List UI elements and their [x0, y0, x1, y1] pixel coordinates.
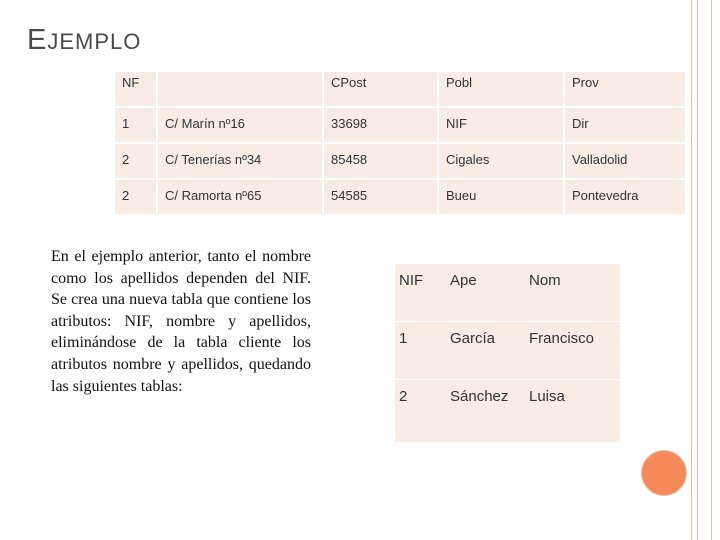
table-row	[395, 380, 620, 442]
table-cell: Pontevedra	[565, 180, 687, 216]
table-cell	[158, 72, 324, 108]
table-cell: 33698	[324, 108, 439, 144]
slide-title-rest: JEMPLO	[47, 29, 142, 54]
table-cell: Dir	[565, 108, 687, 144]
table-cell: García	[446, 322, 525, 380]
slide-title	[27, 24, 141, 57]
decorative-edge-line	[697, 0, 698, 540]
table-row	[115, 144, 687, 180]
table-cell: Ape	[446, 264, 525, 322]
person-table	[395, 264, 620, 442]
decorative-edge-line	[711, 0, 712, 540]
slide-title-initial: E	[27, 24, 48, 56]
table-cell: Luisa	[525, 380, 620, 442]
table-cell: C/ Marín nº16	[158, 108, 324, 144]
table-cell: Prov	[565, 72, 687, 108]
table-cell: 1	[115, 108, 158, 144]
table-cell: C/ Tenerías nº34	[158, 144, 324, 180]
table-cell: NIF	[439, 108, 565, 144]
table-cell: Pobl	[439, 72, 565, 108]
table-cell: Bueu	[439, 180, 565, 216]
table-cell: 54585	[324, 180, 439, 216]
explanation-paragraph: En el ejemplo anterior, tanto el nombre como los apellidos dependen del NIF. Se crea una nueva tabla que contiene los atributos: NIF, nombre y apellidos, eliminándose de la tabla cliente los atributos nombre y apellidos, quedando las siguientes tablas:	[51, 248, 311, 395]
table-row	[115, 108, 687, 144]
table-cell: Sánchez	[446, 380, 525, 442]
table-cell: 2	[395, 380, 446, 442]
table-cell: 2	[115, 144, 158, 180]
table-cell: 2	[115, 180, 158, 216]
table-row	[115, 72, 687, 108]
table-cell: NIF	[395, 264, 446, 322]
table-cell: Nom	[525, 264, 620, 322]
table-cell: C/ Ramorta nº65	[158, 180, 324, 216]
table-cell: 85458	[324, 144, 439, 180]
table-cell: CPost	[324, 72, 439, 108]
table-row	[115, 180, 687, 216]
table-cell: Francisco	[525, 322, 620, 380]
decorative-edge-line	[691, 0, 692, 540]
table-cell: Cigales	[439, 144, 565, 180]
table-cell: NF	[115, 72, 158, 108]
table-row	[395, 322, 620, 380]
table-cell: 1	[395, 322, 446, 380]
table-cell: Valladolid	[565, 144, 687, 180]
table-row	[395, 264, 620, 322]
decorative-circle	[641, 450, 687, 496]
client-table	[115, 72, 687, 216]
